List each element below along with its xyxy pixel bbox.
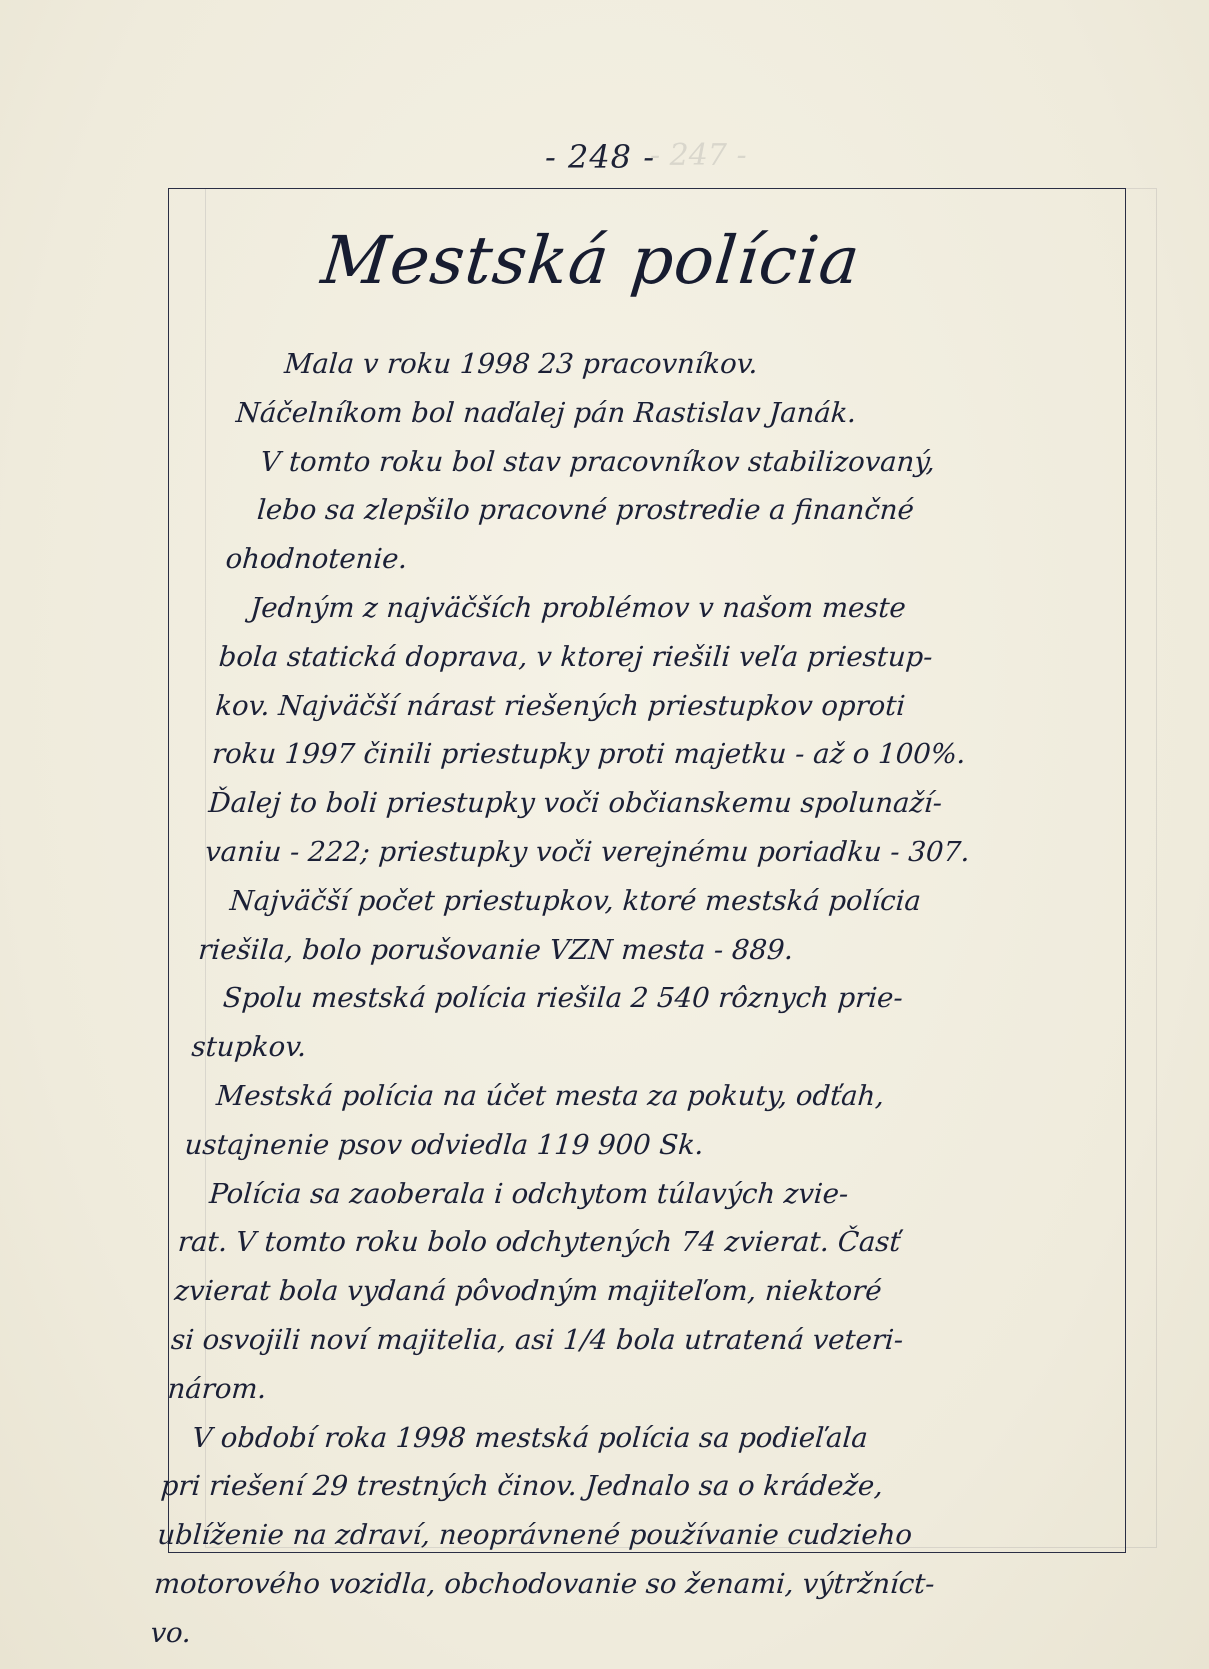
- text-line: motorového vozidla, obchodovanie so ženami, výtržníct-: [152, 1567, 936, 1600]
- text-line: kov. Najväčší nárast riešených priestupkov oproti: [214, 689, 907, 722]
- text-line: roku 1997 činili priestupky proti majetku - až o 100%.: [210, 738, 967, 771]
- text-line: Mala v roku 1998 23 pracovníkov.: [283, 348, 759, 380]
- text-line: ustajnenie psov odviedla 119 900 Sk.: [183, 1128, 705, 1161]
- text-line: nárom.: [166, 1372, 268, 1405]
- text-line: bola statická doprava, v ktorej riešili veľa priestup-: [217, 640, 934, 673]
- text-line: si osvojili noví majitelia, asi 1/4 bola utratená veteri-: [170, 1323, 905, 1356]
- text-line: Polícia sa zaoberala i odchytom túlavých zvie-: [208, 1177, 850, 1210]
- text-line: pri riešení 29 trestných činov. Jednalo sa o krádeže,: [159, 1470, 885, 1503]
- bleed-through-page-number: - 247 -: [650, 138, 747, 173]
- text-line: Najväčší počet priestupkov, ktoré mestská polícia: [228, 884, 923, 917]
- text-line: Ďalej to boli priestupky voči občianskemu spolunaží-: [207, 787, 944, 820]
- text-line: lebo sa zlepšilo pracovné prostredie a finančné: [256, 494, 916, 527]
- handwritten-body: [149, 340, 1161, 1658]
- page-number: - 248 -: [544, 138, 656, 176]
- text-line: Mestská polícia na účet mesta za pokuty, odťah,: [215, 1079, 886, 1112]
- text-line: vaniu - 222; priestupky voči verejnému poriadku - 307.: [204, 835, 971, 868]
- text-line: riešila, bolo porušovanie VZN mesta - 889.: [197, 933, 795, 966]
- text-line: ohodnotenie.: [224, 543, 409, 576]
- text-line: zvierat bola vydaná pôvodným majiteľom, niektoré: [173, 1275, 883, 1308]
- text-line: rat. V tomto roku bolo odchytených 74 zvierat. Časť: [176, 1226, 902, 1259]
- text-line: V období roka 1998 mestská polícia sa podieľala: [191, 1421, 869, 1454]
- text-line: V tomto roku bol stav pracovníkov stabilizovaný,: [259, 445, 937, 478]
- text-line: Spolu mestská polícia riešila 2 540 rôznych prie-: [221, 982, 904, 1015]
- text-line: ublíženie na zdraví, neoprávnené používanie cudzieho: [156, 1519, 914, 1552]
- text-line: stupkov.: [190, 1031, 308, 1064]
- page-title: Mestská polícia: [317, 222, 864, 299]
- text-line: vo.: [149, 1616, 193, 1649]
- text-line: Jedným z najväčších problémov v našom meste: [249, 591, 907, 624]
- text-line: Náčelníkom bol naďalej pán Rastislav Janák.: [234, 396, 858, 429]
